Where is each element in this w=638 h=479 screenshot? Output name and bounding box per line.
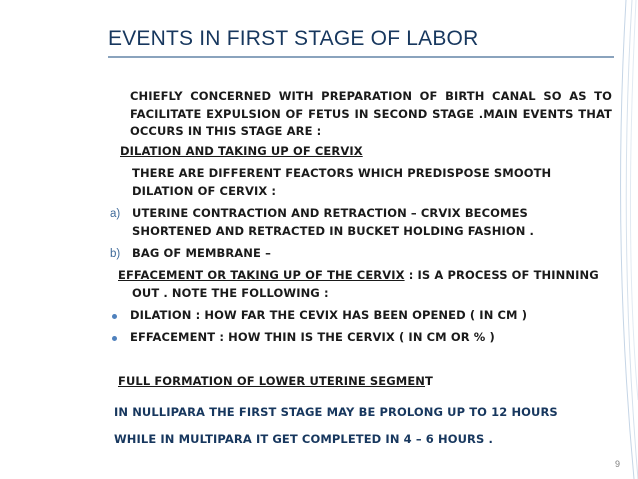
- slide-title: EVENTS IN FIRST STAGE OF LABOR: [108, 27, 479, 50]
- effacement-line-1: [118, 268, 599, 282]
- item-a-line-2: SHORTENED AND RETRACTED IN BUCKET HOLDING FASHION .: [132, 224, 535, 238]
- bullet-icon: [112, 314, 117, 319]
- effacement-line-2: OUT . NOTE THE FOLLOWING :: [132, 286, 329, 300]
- multipara-line: WHILE IN MULTIPARA IT GET COMPLETED IN 4 – 6 HOURS .: [114, 432, 493, 446]
- decorative-curves: [608, 0, 638, 479]
- item-b-line-1: BAG OF MEMBRANE –: [132, 246, 271, 260]
- bullet-dilation: DILATION : HOW FAR THE CEVIX HAS BEEN OPENED ( IN CM ): [130, 308, 528, 322]
- full-formation-heading: FULL FORMATION OF LOWER UTERINE SEGMEN: [118, 374, 426, 388]
- page-number: 9: [614, 459, 620, 469]
- item-a-line-1: UTERINE CONTRACTION AND RETRACTION – CRVIX BECOMES: [132, 206, 528, 220]
- full-formation-tail: T: [425, 374, 433, 388]
- effacement-heading: EFFACEMENT OR TAKING UP OF THE CERVIX: [118, 268, 405, 282]
- factors-line-1: THERE ARE DIFFERENT FEACTORS WHICH PREDISPOSE SMOOTH: [132, 166, 552, 180]
- dilation-heading: DILATION AND TAKING UP OF CERVIX: [120, 144, 363, 158]
- bullet-effacement: EFFACEMENT : HOW THIN IS THE CERVIX ( IN CM OR % ): [130, 330, 495, 344]
- intro-paragraph: CHIEFLY CONCERNED WITH PREPARATION OF BIRTH CANAL SO AS TO FACILITATE EXPULSION OF FETUS IN SECOND STAGE .MAIN EVENTS THAT OCCURS IN THIS STAGE ARE :: [130, 89, 612, 138]
- bullet-icon: [112, 336, 117, 341]
- factors-line-2: DILATION OF CERVIX :: [132, 184, 277, 198]
- item-b-marker: b): [110, 248, 121, 260]
- effacement-rest: : IS A PROCESS OF THINNING: [404, 268, 599, 282]
- item-a-marker: a): [110, 208, 121, 220]
- nullipara-line: IN NULLIPARA THE FIRST STAGE MAY BE PROLONG UP TO 12 HOURS: [114, 405, 558, 419]
- full-formation-line: [118, 374, 433, 388]
- title-divider: [108, 56, 614, 58]
